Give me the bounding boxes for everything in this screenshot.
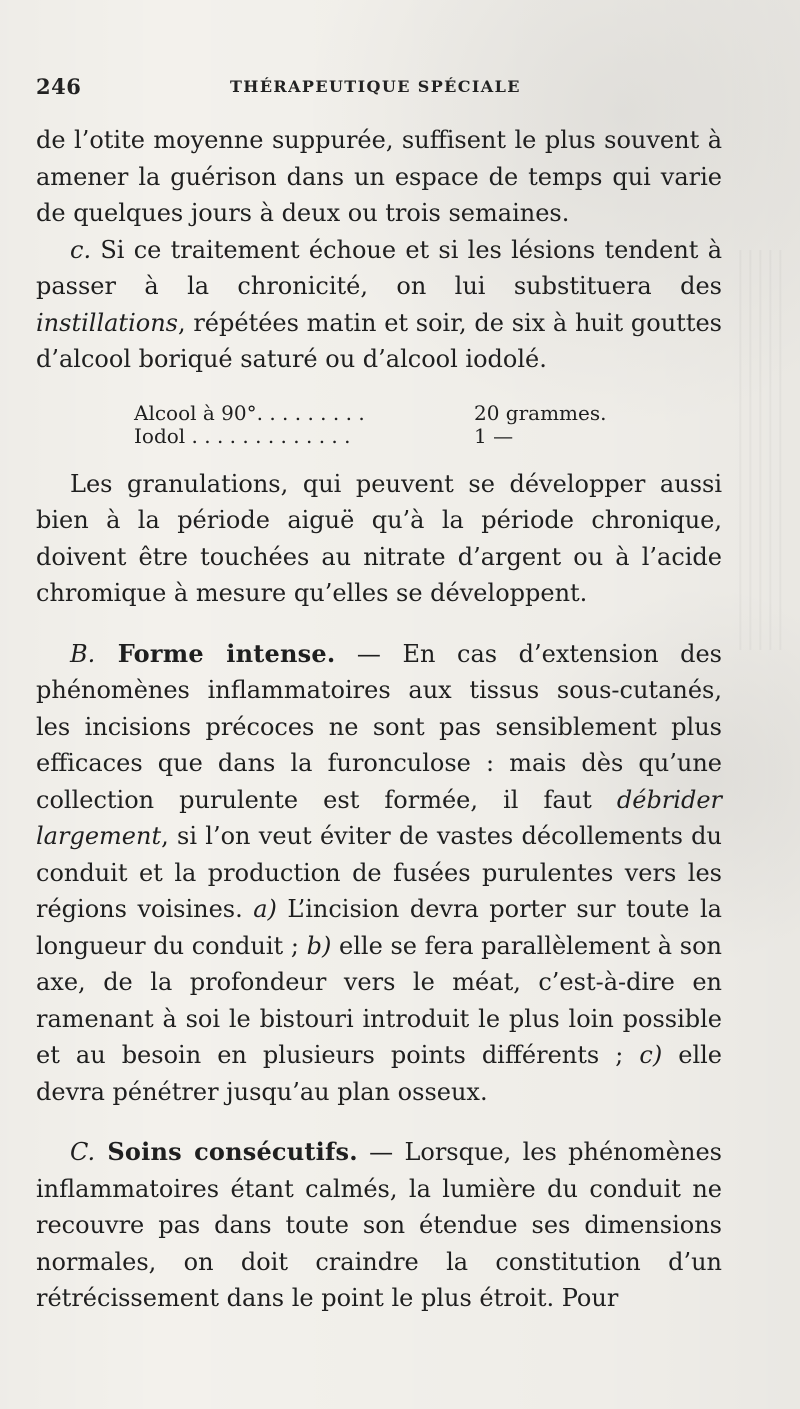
section-letter-c: C. [70, 1138, 96, 1166]
paragraph-c [36, 232, 722, 378]
section-text: elle se fera parallèlement à son axe, de la profondeur vers le méat, c’est-à-dire en ramenant à soi le bistouri introduit le plus loin possible et au besoin en plusieurs points différents ; [36, 931, 722, 1069]
page-header [36, 74, 722, 102]
page-content [36, 122, 722, 1317]
section-c [36, 1134, 722, 1317]
section-b [36, 636, 722, 1111]
paragraph-text: Si ce traitement échoue et si les lésions tendent à passer à la chronicité, on lui substituera des [36, 235, 722, 300]
section-text: , si l’on veut éviter de vastes décollements du conduit et la production de fusées purulentes vers les régions voisines. [36, 822, 722, 923]
paragraph-text: Les granulations, qui peuvent se développer aussi bien à la période aiguë qu’à la période chronique, doivent être touchées au nitrate d’argent ou à l’acide chromique à mesure qu’elles se développent. [36, 469, 722, 607]
running-head: THÉRAPEUTIQUE SPÉCIALE [230, 77, 521, 96]
recipe-ingredient: Alcool à 90°. . . . . . . . . [134, 400, 365, 425]
recipe-block [134, 402, 624, 448]
italic-phrase: débrider largement [36, 785, 722, 850]
paragraph-continuation [36, 122, 722, 232]
section-text: L’incision devra porter sur toute la longueur du conduit ; [36, 895, 722, 960]
list-marker-c: c. [70, 235, 92, 264]
recipe-quantity: 20 grammes. [474, 400, 607, 425]
italic-term: instillations [36, 308, 178, 337]
recipe-quantity: 1 — [474, 423, 514, 448]
list-marker-c2: c) [639, 1041, 663, 1069]
section-heading-c: Soins consécutifs. [95, 1137, 358, 1166]
paragraph-text: de l’otite moyenne suppurée, suffisent le plus souvent à amener la guérison dans un espace de temps qui varie de quelques jours à deux ou trois semaines. [36, 126, 722, 227]
recipe-row [134, 425, 624, 448]
paragraph-granulations [36, 466, 722, 612]
recipe-ingredient: Iodol . . . . . . . . . . . . . [134, 423, 351, 448]
recipe-row [134, 402, 624, 425]
section-text: elle devra pénétrer jusqu’au plan osseux. [36, 1041, 723, 1106]
list-marker-b: b) [306, 931, 332, 960]
section-text: — En cas d’extension des phénomènes inflammatoires aux tissus sous-cutanés, les incisions précoces ne sont pas sensiblement plus efficaces que dans la furonculose : mais dès qu’une collection purulente est formée, il faut [36, 639, 722, 814]
section-text: — Lorsque, les phénomènes inflammatoires étant calmés, la lumière du conduit ne recouvre pas dans toute son étendue ses dimensions normales, on doit craindre la constitution d’un rétrécissement dans le point le plus étroit. Pour [36, 1138, 722, 1312]
list-marker-a: a) [253, 895, 277, 923]
section-heading-b: Forme intense. [95, 638, 336, 668]
paragraph-text: , répétées matin et soir, de six à huit gouttes d’alcool boriqué saturé ou d’alcool iodolé. [36, 308, 722, 373]
section-letter-b: B. [70, 639, 96, 668]
page-number: 246 [36, 74, 82, 99]
